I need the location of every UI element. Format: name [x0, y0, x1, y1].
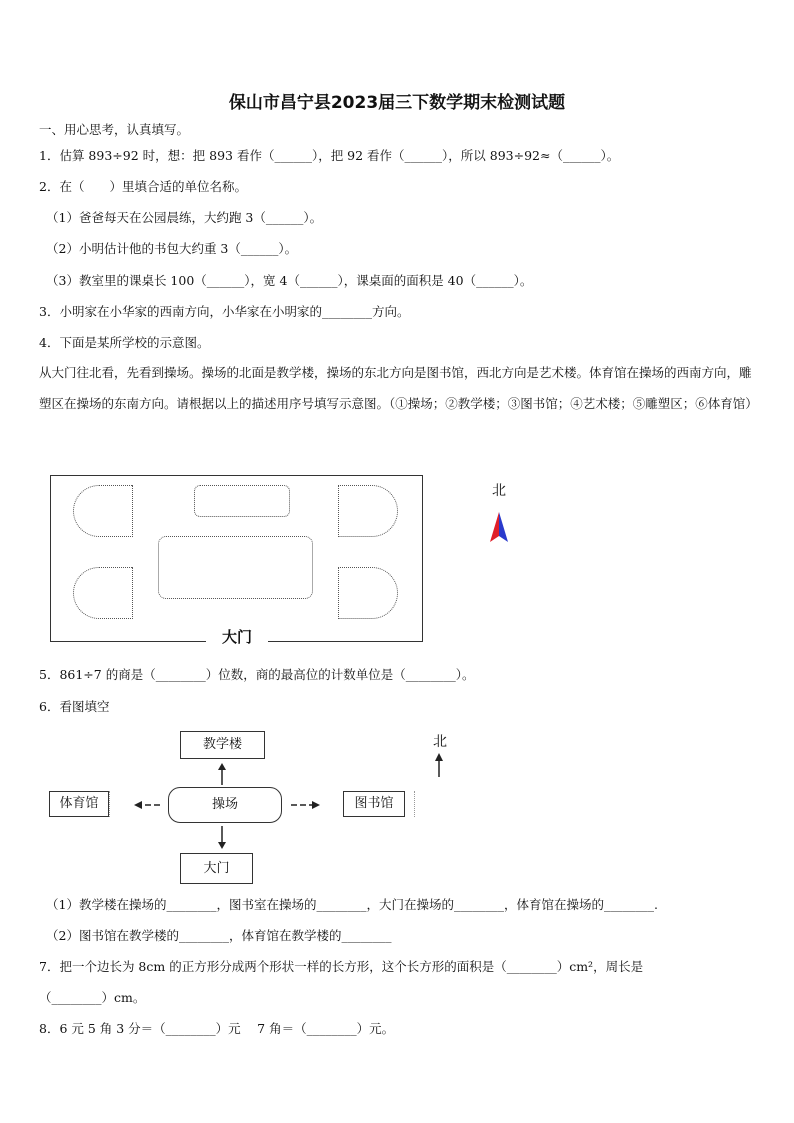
page-title: 保山市昌宁县2023届三下数学期末检测试题 [228, 93, 566, 113]
question-7: 7．把一个边长为 8cm 的正方形分成两个形状一样的长方形，这个长方形的面积是（________）cm²，周长是 [39, 959, 644, 974]
gate-box: 大门 [180, 853, 253, 884]
question-1: 1．估算 893÷92 时，想：把 893 看作（______），把 92 看作（______），所以 893÷92≈（______）。 [39, 148, 620, 163]
question-2: 2．在（ ）里填合适的单位名称。 [39, 179, 247, 194]
question-2-3: （3）教室里的课桌长 100（______），宽 4（______），课桌面的面积是 40（______）。 [46, 273, 533, 288]
gym-box: 体育馆 [49, 791, 109, 817]
question-8: 8．6 元 5 角 3 分＝（________）元 7 角＝（________）元。 [39, 1021, 395, 1036]
teaching-building-box: 教学楼 [180, 731, 265, 759]
library-box: 图书馆 [343, 791, 405, 817]
question-6-2: （2）图书馆在教学楼的________，体育馆在教学楼的________ [46, 928, 392, 943]
question-4: 4．下面是某所学校的示意图。 [39, 335, 210, 350]
north-label: 北 [492, 483, 506, 499]
question-4-description: 从大门往北看，先看到操场。操场的北面是教学楼，操场的东北方向是图书馆，西北方向是艺术楼。体育馆在操场的西南方向，雕塑区在操场的东南方向。请根据以上的描述用序号填写示意图。（①操场；②教学楼；③图书馆；④艺术楼；⑤雕塑区；⑥体育馆） [39, 365, 758, 411]
question-6: 6．看图填空 [39, 699, 110, 714]
field-box: 操场 [168, 787, 282, 823]
map-gate-label: 大门 [221, 628, 252, 646]
question-2-1: （1）爸爸每天在公园晨练，大约跑 3（______）。 [46, 210, 323, 225]
question-5: 5．861÷7 的商是（________）位数，商的最高位的计数单位是（________）。 [39, 667, 475, 682]
question-6-1: （1）教学楼在操场的________，图书室在操场的________，大门在操场的________，体育馆在操场的________. [46, 897, 658, 912]
question-3: 3．小明家在小华家的西南方向，小华家在小明家的________方向。 [39, 304, 410, 319]
question-7-continued: （________）cm。 [39, 990, 146, 1005]
north-label-2: 北 [433, 734, 447, 750]
question-2-2: （2）小明估计他的书包大约重 3（______）。 [46, 241, 298, 256]
section-heading: 一、用心思考，认真填写。 [39, 122, 190, 137]
